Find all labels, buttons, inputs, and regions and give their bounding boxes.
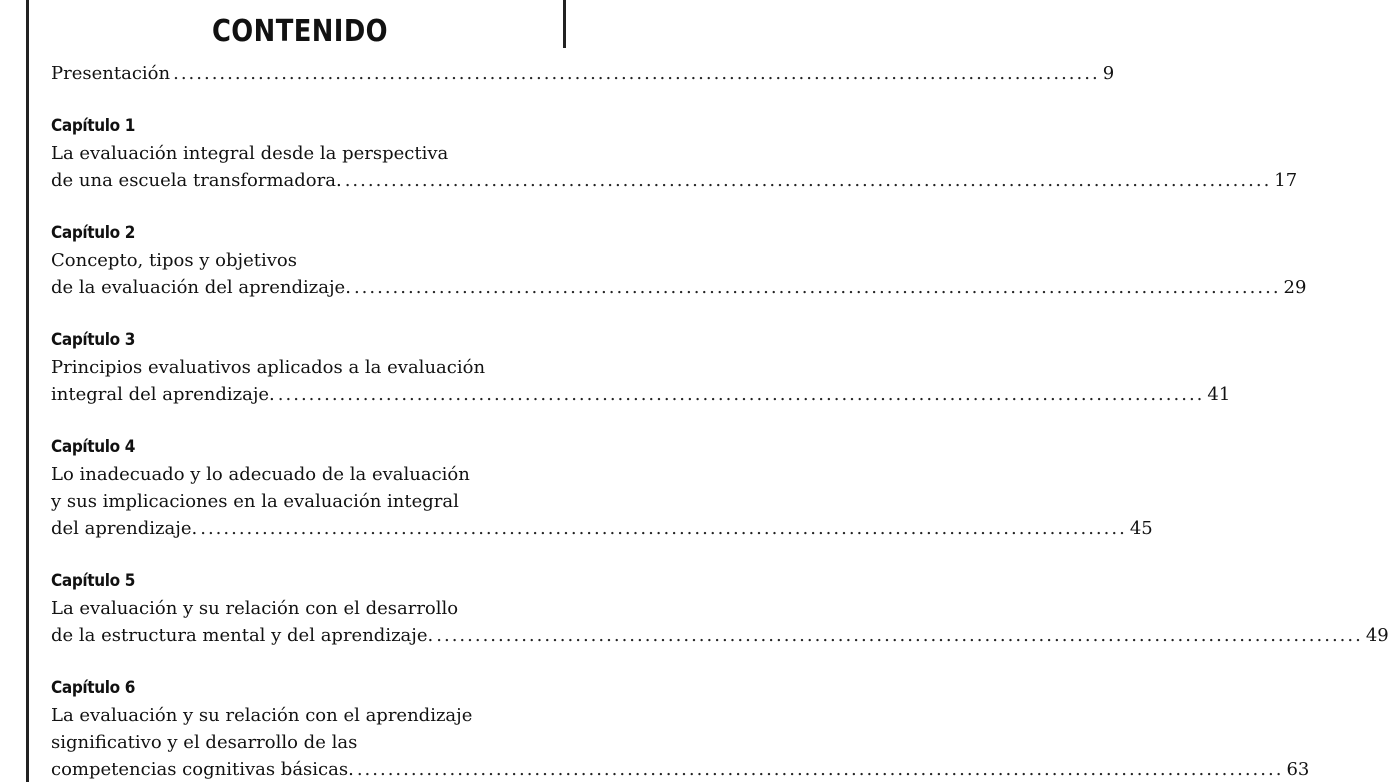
chapter-title: Capítulo 5 (51, 571, 136, 591)
toc-entry-text: de una escuela transformadora. (51, 170, 342, 191)
toc-chapter-2 (51, 219, 1307, 301)
toc-entry-last-line (51, 274, 1307, 301)
toc-page-number: 45 (1129, 518, 1153, 539)
toc-page-number: 17 (1274, 170, 1298, 191)
toc-entry-text: La evaluación integral desde la perspectiva (51, 143, 449, 164)
toc-chapter-6 (51, 674, 1310, 783)
toc-chapter-1 (51, 112, 1298, 194)
toc-page-number: 49 (1365, 625, 1389, 646)
toc-entry-text: La evaluación y su relación con el aprendizaje (51, 705, 473, 726)
dot-leader: ........................................................................................................................ (173, 63, 1100, 84)
dot-leader: ........................................................................................................................ (344, 170, 1272, 191)
toc-entry-text: Concepto, tipos y objetivos (51, 250, 297, 271)
dot-leader: ........................................................................................................................ (436, 625, 1363, 646)
right-margin-rule (563, 0, 566, 48)
toc-page-number: 63 (1286, 759, 1310, 780)
toc-entry-last-line (51, 756, 1310, 783)
toc-entry-text: Lo inadecuado y lo adecuado de la evaluación (51, 464, 470, 485)
chapter-title: Capítulo 1 (51, 116, 136, 136)
toc-chapter-3 (51, 326, 1231, 408)
chapter-title: Capítulo 2 (51, 223, 136, 243)
toc-entry-text: del aprendizaje. (51, 518, 198, 539)
toc-entry-text: La evaluación y su relación con el desarrollo (51, 598, 459, 619)
toc-entry-text: de la evaluación del aprendizaje. (51, 277, 351, 298)
toc-page-number: 9 (1102, 63, 1115, 84)
toc-page-number: 41 (1207, 384, 1231, 405)
toc-entry-last-line (51, 622, 1389, 649)
toc-entry-text: Principios evaluativos aplicados a la evaluación (51, 357, 486, 378)
toc-chapter-4 (51, 433, 1153, 542)
chapter-title: Capítulo 3 (51, 330, 136, 350)
toc-chapter-5 (51, 567, 1389, 649)
chapter-title: Capítulo 6 (51, 678, 136, 698)
toc-entry-text: Presentación (51, 63, 171, 84)
dot-leader: ........................................................................................................................ (277, 384, 1205, 405)
dot-leader: ........................................................................................................................ (356, 759, 1284, 780)
toc-entry-text: y sus implicaciones en la evaluación integral (51, 491, 459, 512)
toc-entry-last-line (51, 167, 1298, 194)
dot-leader: ........................................................................................................................ (353, 277, 1281, 298)
toc-entry-text: significativo y el desarrollo de las (51, 732, 358, 753)
toc-entry-text: de la estructura mental y del aprendizaje. (51, 625, 434, 646)
toc-entry-presentation (51, 60, 1115, 87)
left-margin-rule (26, 0, 29, 782)
dot-leader: ........................................................................................................................ (200, 518, 1127, 539)
page-title: CONTENIDO (211, 14, 389, 49)
toc-entry-last-line (51, 381, 1231, 408)
chapter-title: Capítulo 4 (51, 437, 136, 457)
toc-page-number: 29 (1283, 277, 1307, 298)
toc-entry-text: integral del aprendizaje. (51, 384, 275, 405)
table-of-contents (51, 60, 1389, 783)
toc-entry-text: competencias cognitivas básicas. (51, 759, 354, 780)
toc-entry-last-line (51, 515, 1153, 542)
